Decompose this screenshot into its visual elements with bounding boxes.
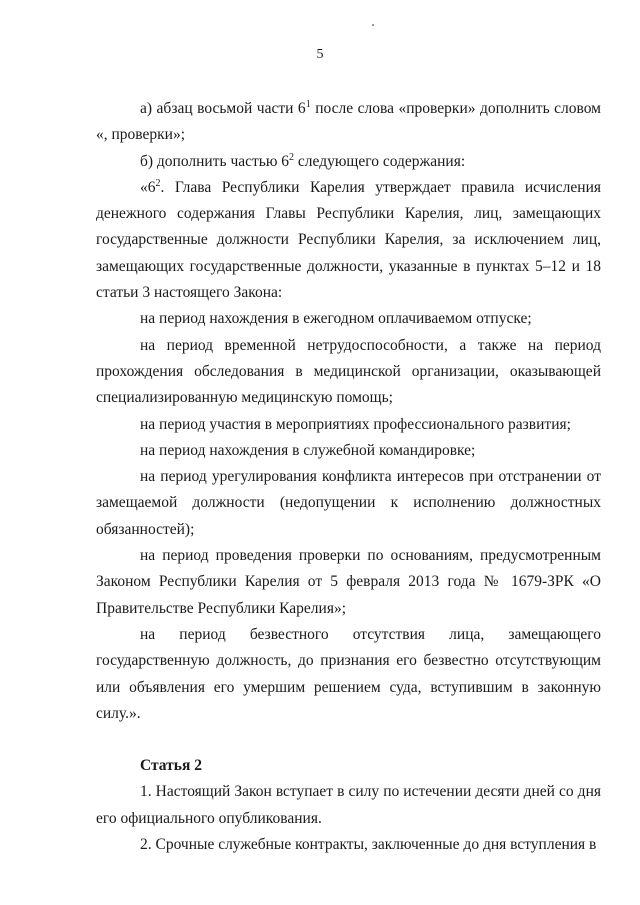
article-2-item-1: 1. Настоящий Закон вступает в силу по истечении десяти дней со дня его официального опубликования. (96, 783, 601, 827)
article-2-heading: Статья 2 (140, 757, 202, 775)
period-business-trip: на период нахождения в служебной командировке; (140, 441, 476, 459)
period-unknown-absence: на период безвестного отсутствия лица, замещающего государственную должность, до признания его безвестно отсутствующим или объявления его умершим решением суда, вступившим в законную силу.». (96, 625, 601, 722)
period-inspection: на период проведения проверки по основаниям, предусмотренным Законом Республики Карелия от 5 февраля 2013 года № 1679-ЗРК «О Правительстве Республики Карелия»; (96, 547, 601, 617)
part-6-2-intro: «$6^2$. Глава Республики Карелия утверждает правила исчисления денежного содержания Главы Республики Карелия, лиц, замещающих государственные должности Республики Карелия, за исключением лиц, замещающих государственные должности, указанные в пунктах 5–12 и 18 статьи 3 настоящего Закона: (96, 177, 601, 302)
amendment-a: а) абзац восьмой части $6^1$ после слова «проверки» дополнить словом «, проверки»; (96, 99, 601, 144)
period-conflict-of-interest: на период урегулирования конфликта интересов при отстранении от замещаемой должности (недопущении к исполнению должностных обязанностей); (96, 468, 601, 538)
scan-speck (372, 24, 374, 26)
document-body (96, 96, 601, 858)
period-sick-leave: на период временной нетрудоспособности, а также на период прохождения обследования в медицинской организации, оказывающей специализированную медицинскую помощь; (96, 336, 601, 407)
page-number: 5 (316, 47, 324, 62)
period-professional-development: на период участия в мероприятиях профессионального развития; (140, 415, 571, 433)
amendment-b: б) дополнить частью $6^2$ следующего содержания: (140, 151, 466, 170)
article-2-item-2: 2. Срочные служебные контракты, заключенные до дня вступления в (140, 836, 597, 854)
period-annual-leave: на период нахождения в ежегодном оплачиваемом отпуске; (140, 310, 532, 328)
